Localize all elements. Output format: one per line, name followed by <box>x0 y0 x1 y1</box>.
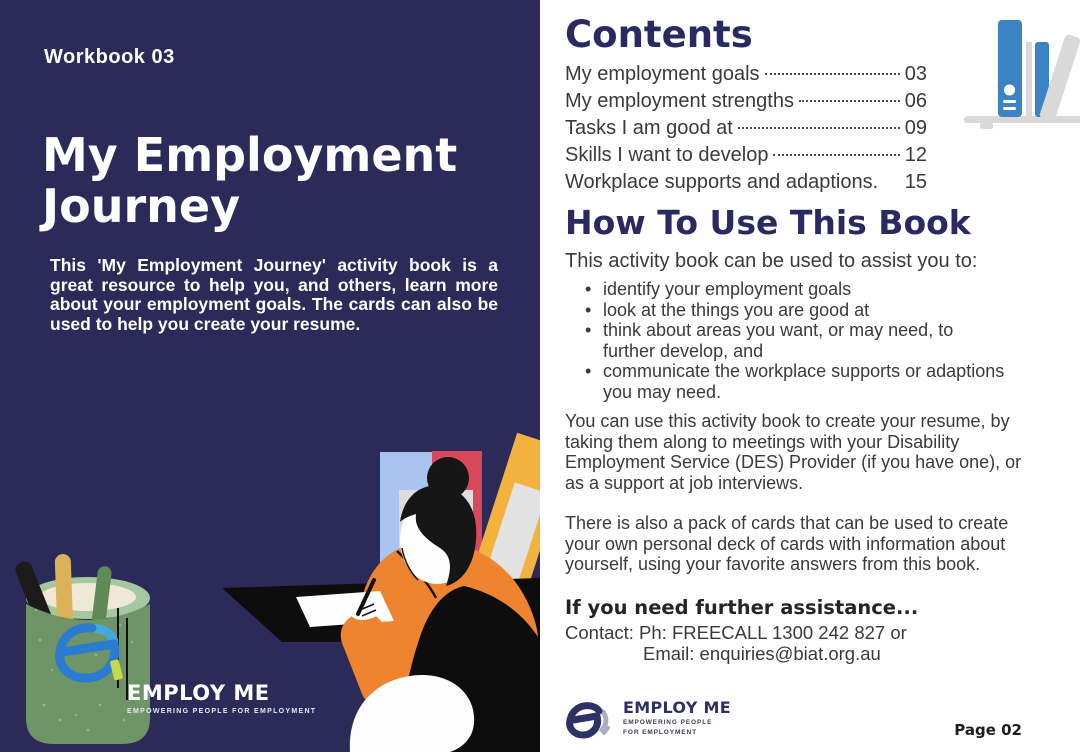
toc-dotted-leader <box>765 73 900 75</box>
contact-email-line: Email: enquiries@biat.org.au <box>643 643 881 664</box>
toc-row <box>565 61 927 88</box>
cover-description: This 'My Employment Journey' activity book is a great resource to help you, and others, learn more about your employment goals. The cards can also be used to help you create your resume. <box>50 255 498 334</box>
how-to-bullet-list <box>565 279 1005 402</box>
toc-label: Skills I want to develop <box>565 144 769 166</box>
employme-e-logo <box>565 698 613 740</box>
toc-label: Workplace supports and adaptions. <box>565 171 879 193</box>
toc-row <box>565 88 927 115</box>
cards-paragraph: There is also a pack of cards that can be used to create your own personal deck of cards with information about yourself, using your favorite answers from this book. <box>565 513 1009 574</box>
toc-dotted-leader <box>773 154 899 156</box>
page-number: Page 02 <box>954 721 1022 739</box>
pencil-cup <box>13 554 150 744</box>
toc-row <box>565 169 927 196</box>
employme-logo-footer <box>565 698 731 740</box>
footer-logo-name: EMPLOY ME <box>623 698 731 717</box>
toc-row <box>565 115 927 142</box>
toc-dotted-leader <box>799 100 900 102</box>
workbook-number-label: Workbook 03 <box>44 46 175 68</box>
toc-page: 09 <box>904 117 927 139</box>
toc-label: My employment goals <box>565 63 760 85</box>
how-to-heading: How To Use This Book <box>565 203 971 242</box>
toc-page: 06 <box>904 90 927 112</box>
bullet-item: • look at the things you are good at <box>565 300 1005 321</box>
contact-phone-line: Contact: Ph: FREECALL 1300 242 827 or <box>565 621 907 643</box>
logo-name: EMPLOY ME <box>127 681 270 705</box>
how-to-intro: This activity book can be used to assist you to: <box>565 250 978 272</box>
bullet-item: • identify your employment goals <box>565 279 1005 300</box>
assistance-heading: If you need further assistance... <box>565 595 919 619</box>
footer-logo-text <box>623 698 731 737</box>
toc-page: 12 <box>904 144 927 166</box>
usage-paragraph: You can use this activity book to create your resume, by taking them along to meetings with your Disability Employment Service (DES) Provider (if you have one), or as a support at job interviews. <box>565 411 1022 493</box>
table-of-contents <box>565 61 927 196</box>
footer-logo-tagline-2: FOR EMPLOYMENT <box>623 729 697 736</box>
toc-page: 15 <box>904 171 927 193</box>
bullet-item: • think about areas you want, or may need, to further develop, and <box>565 320 1005 361</box>
toc-label: My employment strengths <box>565 90 794 112</box>
logo-tagline: EMPOWERING PEOPLE FOR EMPLOYMENT <box>127 708 317 715</box>
bullet-item: • communicate the workplace supports or adaptions you may need. <box>565 361 1005 402</box>
toc-page: 03 <box>904 63 927 85</box>
toc-dotted-leader <box>738 127 900 129</box>
employme-logo-left <box>127 681 316 715</box>
content-page-panel <box>540 0 1080 752</box>
hair-bun <box>427 457 469 499</box>
page-title: My Employment Journey <box>42 128 458 233</box>
bookshelf-icon <box>960 6 1080 136</box>
toc-label: Tasks I am good at <box>565 117 733 139</box>
toc-row <box>565 142 927 169</box>
contents-heading: Contents <box>565 13 753 56</box>
footer-logo-tagline-1: EMPOWERING PEOPLE <box>623 719 713 726</box>
